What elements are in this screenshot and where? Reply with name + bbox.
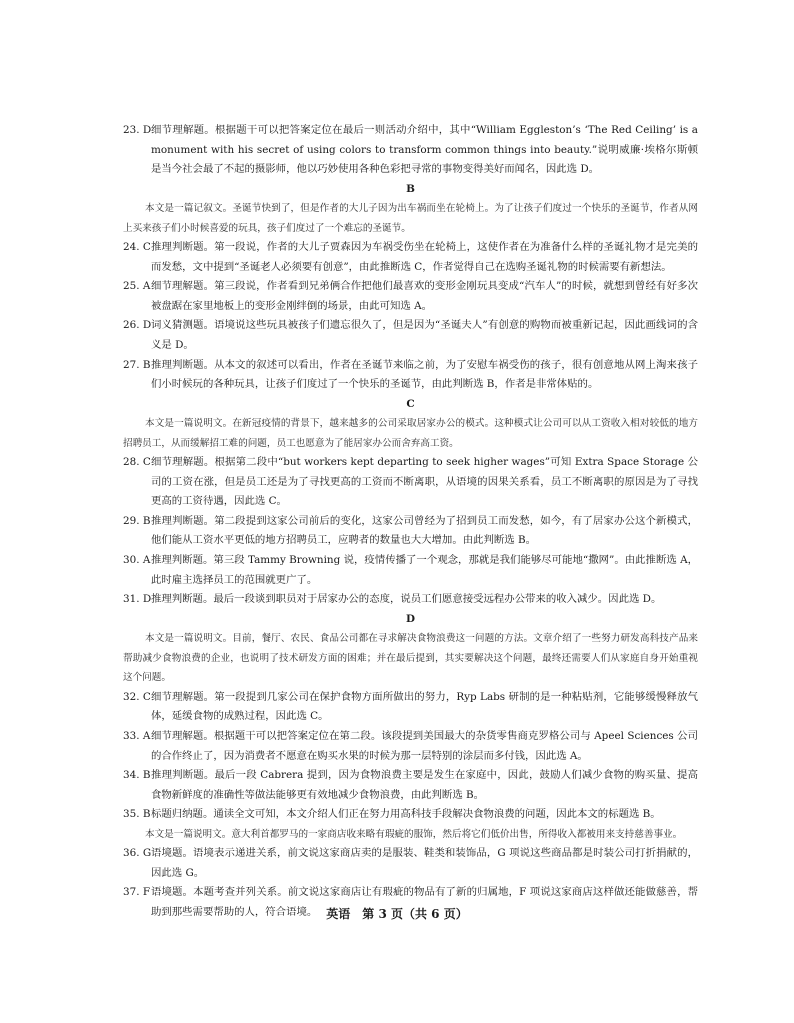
passage-summary: 本文是一篇记叙文。圣诞节快到了，但是作者的大儿子因为出车祸而坐在轮椅上。为了让孩子们度过一个快乐的圣诞节，作者从网上买来孩子们小时候喜爱的玩具，孩子们度过了一个难忘的圣诞节。 (123, 203, 698, 234)
answer-entry (123, 551, 698, 590)
passage-summary: 本文是一篇说明文。意大利首都罗马的一家商店收来略有瑕疵的服饰，然后将它们低价出售，所得收入都被用来支持慈善事业。 (145, 828, 683, 840)
question-number: 32. C (123, 690, 151, 703)
question-number: 27. B (123, 358, 151, 371)
passage-summary: 本文是一篇说明文。在新冠疫情的背景下，越来越多的公司采取居家办公的模式。这种模式让公司可以从工资收入相对较低的地方招聘员工，从而缓解招工难的问题，员工也愿意为了能居家办公而舍弃高工资。 (123, 418, 698, 449)
explanation-text: 推理判断题。第三段 Tammy Browning 说，疫情传播了一个观念，那就是我们能够尽可能地“撒网”。由此推断选 A，此时雇主选择员工的范围就更广了。 (151, 554, 698, 586)
explanation-text: 推理判断题。从本文的叙述可以看出，作者在圣诞节来临之前，为了安慰车祸受伤的孩子，很有创意地从网上淘来孩子们小时候玩的各种玩具，让孩子们度过了一个快乐的圣诞节，由此判断选 B，作者是非常体贴的。 (151, 358, 698, 391)
explanation-text: 语境题。语境表示递进关系，前文说这家商店卖的是服装、鞋类和装饰品，G 项说这些商品都是时装公司打折捐献的，因此选 G。 (151, 847, 698, 879)
question-number: 37. F (123, 886, 151, 899)
explanation-text: 推理判断题。最后一段谈到职员对于居家办公的态度，说员工们愿意接受远程办公带来的收入减少。因此选 D。 (151, 593, 662, 606)
explanation-text: 标题归纳题。通读全文可知，本文介绍人们正在努力用高科技手段解决食物浪费的问题，因此本文的标题选 B。 (151, 808, 661, 821)
question-number: 24. C (123, 241, 151, 254)
section-letter: D (405, 612, 415, 625)
question-number: 36. G (123, 847, 152, 860)
question-number: 25. A (123, 280, 151, 293)
answer-entry (123, 277, 698, 316)
explanation-text: 细节理解题。第一段提到几家公司在保护食物方面所做出的努力，Ryp Labs 研制的是一种粘贴剂，它能够缓慢释放气体，延缓食物的成熟过程，因此选 C。 (151, 690, 698, 723)
answer-entry (123, 766, 698, 805)
answer-entry (123, 727, 698, 766)
explanation-text: 推理判断题。第二段提到这家公司前后的变化，这家公司曾经为了招到员工而发愁，如今，有了居家办公这个新模式，他们能从工资水平更低的地方招聘员工，应聘者的数量也大大增加。由此判断选 B。 (151, 514, 698, 547)
passage-summary: 本文是一篇说明文。目前，餐厅、农民、食品公司都在寻求解决食物浪费这一问题的方法。文章介绍了一些努力研发高科技产品来帮助减少食物浪费的企业，也说明了技术研发方面的困难；并在最后提到，其实要解决这个问题，最终还需要人们从家庭自身开始重视这个问题。 (123, 633, 698, 684)
explanation-text: 词义猜测题。语境说这些玩具被孩子们遗忘很久了，但是因为“圣诞夫人”有创意的购物而被重新记起，因此画线词的含义是 D。 (151, 319, 698, 352)
explanation-text: 细节理解题。根据第二段中“but workers kept departing to seek higher wages”可知 Extra Space Storage 公司的工资在涨，但是员工还是为了寻找更高的工资而不断离职，从语境的因果关系看，员工不断离职的原因是为了寻找更高的工资待遇，因此选 C。 (151, 456, 698, 508)
section-letter: C (406, 397, 415, 410)
explanation-text: 细节理解题。根据题干可以把答案定位在最后一则活动介绍中，其中“William Eggleston’s ‘The Red Ceiling’ is a monument with his secret of using colors to transform common things into beauty.”说明威廉·埃格尔斯顿是当今社会最了不起的摄影师，他以巧妙使用各种色彩把寻常的事物变得美好而闻名，因此选 D。 (151, 124, 698, 176)
answer-entry (123, 356, 698, 395)
question-number: 28. C (123, 456, 151, 469)
question-number: 34. B (123, 769, 151, 782)
question-number: 29. B (123, 514, 151, 527)
question-number: 35. B (123, 808, 151, 821)
question-number: 23. D (123, 124, 152, 136)
explanation-text: 推理判断题。第一段说，作者的大儿子贾森因为车祸受伤坐在轮椅上，这使作者在为准备什么样的圣诞礼物才是完美的而发愁，文中提到“圣诞老人必须要有创意”，由此推断选 C，作者觉得自己在选购圣诞礼物的时候需要有新想法。 (151, 241, 698, 273)
explanation-text: 语境题。本题考查并列关系。前文说这家商店让有瑕疵的物品有了新的归属地，F 项说这家商店这样做还能做慈善，帮助到那些需要帮助的人，符合语境。 (151, 886, 698, 918)
section-letter: B (406, 182, 415, 195)
answer-entry (123, 238, 698, 277)
answer-entry (123, 844, 698, 883)
answer-entry (123, 453, 698, 512)
answer-explanations (123, 121, 698, 922)
answer-entry (123, 805, 698, 825)
question-number: 31. D (123, 593, 152, 606)
answer-entry (123, 316, 698, 355)
page-footer: 英语 第 3 页（共 6 页） (326, 907, 468, 921)
explanation-text: 推理判断题。最后一段 Cabrera 提到，因为食物浪费主要是发生在家庭中，因此，鼓励人们减少食物的购买量、提高食物新鲜度的准确性等做法能够更有效地减少食物浪费，由此判断选 B。 (151, 769, 698, 801)
explanation-text: 细节理解题。第三段说，作者看到兄弟俩合作把他们最喜欢的变形金刚玩具变成“汽车人”的时候，就想到曾经有好多次被盘踞在家里地板上的变形金刚绊倒的场景，由此可知选 A。 (151, 280, 698, 312)
answer-entry (123, 512, 698, 551)
question-number: 30. A (123, 554, 151, 567)
answer-entry (123, 121, 698, 180)
question-number: 26. D (123, 319, 152, 332)
explanation-text: 细节理解题。根据题干可以把答案定位在第二段。该段提到美国最大的杂货零售商克罗格公司与 Apeel Sciences 公司的合作终止了，因为消费者不愿意在购买水果的时候为那一层特别的涂层而多付钱，因此选 A。 (151, 729, 698, 762)
answer-entry (123, 688, 698, 727)
answer-entry (123, 590, 698, 610)
question-number: 33. A (123, 729, 151, 742)
